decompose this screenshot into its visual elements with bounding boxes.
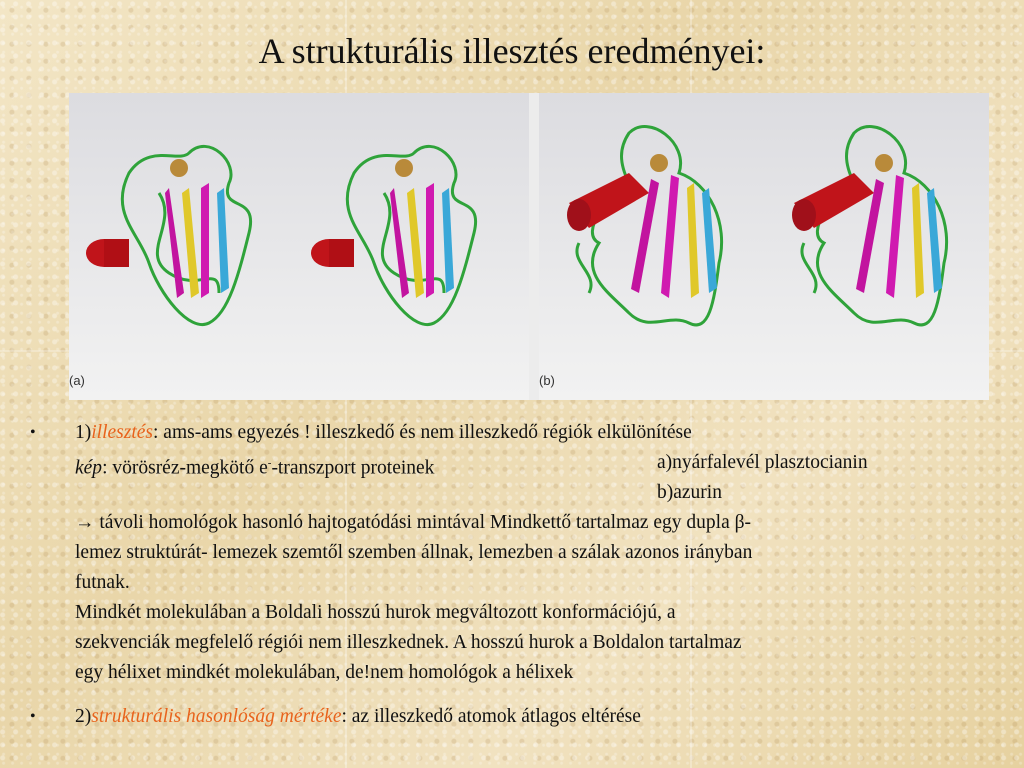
kep-text: : vörösréz-megkötő e bbox=[102, 457, 268, 479]
bullet1-line6: futnak. bbox=[75, 572, 130, 593]
bullet2-number: 2) bbox=[75, 706, 92, 727]
item-a: a)nyárfalevél plasztocianin bbox=[657, 452, 868, 473]
slide-title: A strukturális illesztés eredményei: bbox=[258, 31, 766, 71]
kep-text2: -transzport proteinek bbox=[271, 457, 435, 479]
bullet2-rest: : az illeszkedő atomok átlagos eltérése bbox=[341, 706, 641, 727]
bullet1-line9: egy hélixet mindkét molekulában, de!nem homológok a hélixek bbox=[75, 662, 574, 683]
panel-a bbox=[69, 93, 529, 400]
bullet-marker: • bbox=[30, 424, 36, 441]
protein-structure-figure bbox=[69, 93, 989, 400]
bullet1-line1 bbox=[75, 418, 692, 448]
arrow-icon: → bbox=[75, 512, 95, 533]
bullet1-l4: távoli homológok hasonló hajtogatódási mintával Mindkettő tartalmaz egy dupla β- bbox=[94, 512, 752, 533]
bullet1-line5: lemez struktúrát- lemezek szemtől szemben állnak, lemezben a szálak azonos irányban bbox=[75, 542, 753, 563]
protein-cartoon-b bbox=[539, 93, 989, 400]
bullet1-line4 bbox=[75, 508, 751, 538]
bullet1-line7: Mindkét molekulában a Boldali hosszú hurok megváltozott konformációjú, a bbox=[75, 602, 676, 623]
kep-superscript: - bbox=[267, 457, 272, 469]
panel-a-label: (a) bbox=[69, 373, 85, 388]
bullet-marker: • bbox=[30, 708, 36, 725]
panel-b bbox=[539, 93, 989, 400]
bullet1-term: illesztés bbox=[91, 422, 153, 443]
kep-label: kép bbox=[75, 457, 103, 479]
protein-cartoon-a bbox=[69, 93, 529, 400]
bullet2-line bbox=[75, 702, 641, 732]
bullet1-rest: : ams-ams egyezés ! illeszkedő és nem illeszkedő régiók elkülönítése bbox=[153, 422, 692, 443]
bullet1-line8: szekvenciák megfelelő régiói nem illeszkednek. A hosszú hurok a Boldalon tartalmaz bbox=[75, 632, 742, 653]
bullet1-number: 1) bbox=[75, 422, 92, 443]
bullet1-line2 bbox=[75, 448, 434, 484]
panel-b-label: (b) bbox=[539, 373, 555, 388]
bullet2-term: strukturális hasonlóság mértéke bbox=[91, 706, 342, 727]
item-b: b)azurin bbox=[657, 482, 722, 503]
